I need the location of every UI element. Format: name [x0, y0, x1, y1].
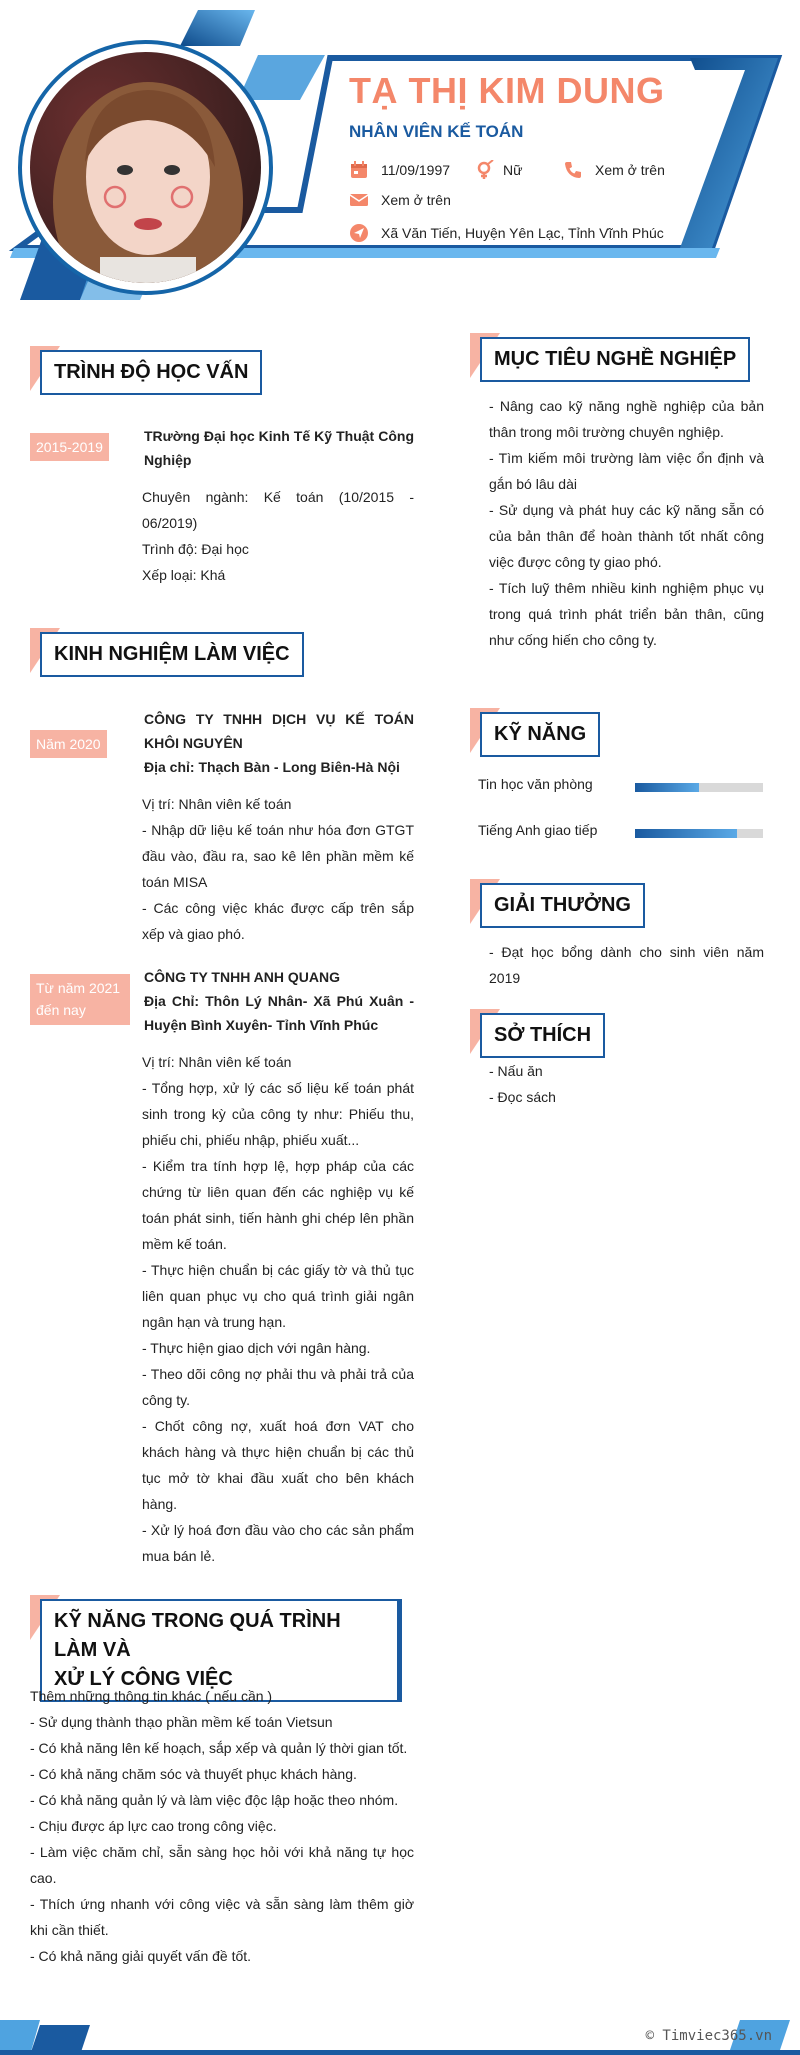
work-skill-item: - Có khả năng lên kế hoạch, sắp xếp và quản lý thời gian tốt.	[30, 1740, 408, 1756]
job2-address: Địa Chỉ: Thôn Lý Nhân- Xã Phú Xuân - Huyện Bình Xuyên- Tỉnh Vĩnh Phúc	[144, 993, 414, 1033]
job2-role: Vị trí: Nhân viên kế toán	[142, 1054, 292, 1070]
objective-item: - Nâng cao kỹ năng nghề nghiệp của bản thân trong môi trường chuyên nghiệp.	[489, 398, 764, 440]
gender-value: Nữ	[503, 162, 523, 178]
email-icon	[349, 190, 369, 210]
skill-bar-fill	[635, 829, 737, 838]
job2-desc-1: - Tổng hợp, xử lý các số liệu kế toán phát sinh trong kỳ của công ty như: Phiếu thu, phiếu chi, phiếu nhập, phiếu xuất...	[142, 1080, 414, 1148]
phone-value: Xem ở trên	[595, 162, 665, 178]
job1-role: Vị trí: Nhân viên kế toán	[142, 796, 292, 812]
calendar-icon	[349, 160, 369, 180]
education-level: Trình độ: Đại học	[142, 541, 249, 557]
job2-desc-4: - Thực hiện giao dịch với ngân hàng.	[142, 1340, 371, 1356]
candidate-name: TẠ THỊ KIM DUNG	[349, 70, 665, 111]
objective-item: - Tìm kiếm môi trường làm việc ổn định và gắn bó lâu dài	[489, 450, 764, 492]
work-skill-item: - Có khả năng quản lý và làm việc độc lập hoặc theo nhóm.	[30, 1792, 399, 1808]
cv-header	[0, 0, 800, 320]
education-grade: Xếp loại: Khá	[142, 567, 226, 583]
hobby-item: - Đọc sách	[489, 1089, 556, 1105]
awards-text	[489, 939, 764, 991]
job1-details	[142, 791, 414, 947]
work-skills-list	[30, 1683, 414, 1969]
job1-company: CÔNG TY TNHH DỊCH VỤ KẾ TOÁN KHÔI NGUYÊN	[144, 711, 414, 751]
job2-date-badge: Từ năm 2021 đến nay	[30, 974, 130, 1025]
job1-desc-2: - Các công việc khác được cấp trên sắp xếp và giao phó.	[142, 900, 414, 942]
work-skill-item: - Sử dụng thành thạo phần mềm kế toán Vietsun	[30, 1714, 333, 1730]
work-skill-item: - Chịu được áp lực cao trong công việc.	[30, 1818, 277, 1834]
job2-header	[144, 965, 414, 1037]
avatar	[30, 52, 261, 283]
hobbies-text	[489, 1058, 764, 1110]
skill-bar-fill	[635, 783, 699, 792]
phone-icon	[563, 160, 583, 180]
candidate-position: NHÂN VIÊN KẾ TOÁN	[349, 122, 524, 141]
copyright-text: © Timviec365.vn	[645, 2028, 772, 2044]
education-date-badge: 2015-2019	[30, 433, 109, 461]
skill-label: Tin học văn phòng	[478, 776, 593, 792]
job2-desc-5: - Theo dõi công nợ phải thu và phải trả của công ty.	[142, 1366, 414, 1408]
gender-icon	[475, 160, 495, 180]
job2-desc-6: - Chốt công nợ, xuất hoá đơn VAT cho khách hàng và thực hiện chuẩn bị các thủ tục mở tờ khai đầu xuất cho bên khách hàng.	[142, 1418, 414, 1512]
work-skill-item: - Có khả năng chăm sóc và thuyết phục khách hàng.	[30, 1766, 357, 1782]
objective-text	[489, 393, 764, 653]
education-major: Chuyên ngành: Kế toán (10/2015 - 06/2019)	[142, 489, 414, 531]
skill-bar	[635, 783, 763, 792]
work-skills-title-line2: XỬ LÝ CÔNG VIỆC	[54, 1668, 233, 1690]
school-name: TRường Đại học Kinh Tế Kỹ Thuật Công Nghiệp	[144, 428, 414, 468]
gender-info	[475, 160, 522, 180]
award-item: - Đạt học bổng dành cho sinh viên năm 2019	[489, 944, 764, 986]
objective-item: - Sử dụng và phát huy các kỹ năng sẵn có của bản thân để hoàn thành tốt nhất công việc được công ty giao phó.	[489, 502, 764, 570]
work-skill-item: - Thích ứng nhanh với công việc và sẵn sàng làm thêm giờ khi cần thiết.	[30, 1896, 414, 1938]
job1-date-badge: Năm 2020	[30, 730, 107, 758]
phone-info	[563, 160, 665, 180]
job2-desc-2: - Kiểm tra tính hợp lệ, hợp pháp của các chứng từ liên quan đến các nghiệp vụ kế toán phát sinh, tiến hành ghi chép lên phần mềm kế toán.	[142, 1158, 414, 1252]
email-value: Xem ở trên	[381, 192, 451, 208]
birthday-info	[349, 160, 450, 180]
objective-item: - Tích luỹ thêm nhiều kinh nghiệm phục vụ trong quá trình phát triển bản thân, cũng như cống hiến cho công ty.	[489, 580, 764, 648]
job2-details	[142, 1049, 414, 1569]
hobby-item: - Nấu ăn	[489, 1063, 543, 1079]
work-skill-item: - Làm việc chăm chỉ, sẵn sàng học hỏi với khả năng tự học cao.	[30, 1844, 414, 1886]
job2-desc-3: - Thực hiện chuẩn bị các giấy tờ và thủ tục liên quan phục vụ cho quá trình giải ngân ngân hạn và trung hạn.	[142, 1262, 414, 1330]
job1-desc-1: - Nhập dữ liệu kế toán như hóa đơn GTGT đầu vào, đầu ra, sao kê lên phần mềm kế toán MISA	[142, 822, 414, 890]
job1-header	[144, 707, 414, 779]
job2-desc-7: - Xử lý hoá đơn đầu vào cho các sản phẩm mua bán lẻ.	[142, 1522, 414, 1564]
birthday-value: 11/09/1997	[381, 162, 451, 178]
email-info	[349, 190, 451, 210]
work-skill-item: Thêm những thông tin khác ( nếu cần )	[30, 1688, 273, 1704]
skill-row	[478, 776, 768, 796]
skill-bar	[635, 829, 763, 838]
work-skill-item: - Có khả năng giải quyết vấn đề tốt.	[30, 1948, 252, 1964]
skill-row	[478, 822, 768, 842]
job1-address: Địa chỉ: Thạch Bàn - Long Biên-Hà Nội	[144, 759, 400, 775]
address-value: Xã Văn Tiến, Huyện Yên Lạc, Tỉnh Vĩnh Phúc	[381, 225, 664, 241]
job2-company: CÔNG TY TNHH ANH QUANG	[144, 969, 340, 985]
work-skills-title-line1: KỸ NĂNG TRONG QUÁ TRÌNH LÀM VÀ	[54, 1610, 341, 1661]
location-icon	[349, 223, 369, 243]
skill-label: Tiếng Anh giao tiếp	[478, 822, 598, 838]
address-info	[349, 223, 664, 243]
education-details	[142, 484, 414, 588]
